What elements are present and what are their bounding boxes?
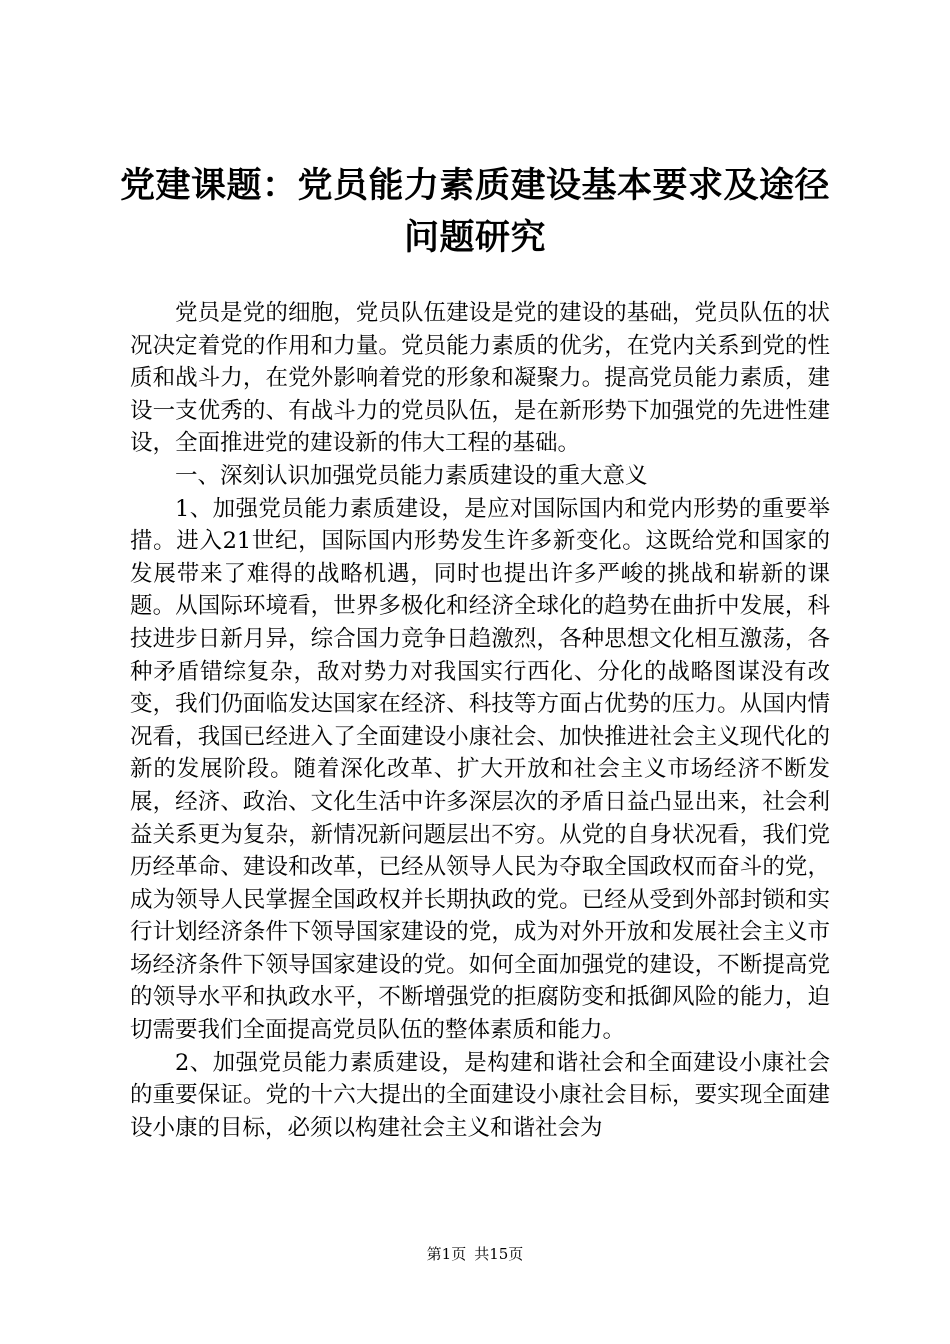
document-title [100,160,850,264]
page-number: 第1页 [426,1245,467,1263]
point-2-paragraph: 2、加强党员能力素质建设，是构建和谐社会和全面建设小康社会的重要保证。党的十六大提出的全面建设小康社会目标，要实现全面建设小康的目标，必须以构建社会主义和谐社会为 [130,1049,830,1141]
title-line-2: 问题研究 [403,218,546,258]
page-footer [0,1244,950,1264]
section-heading-1: 一、深刻认识加强党员能力素质建设的重大意义 [175,462,648,489]
intro-paragraph: 党员是党的细胞，党员队伍建设是党的建设的基础，党员队伍的状况决定着党的作用和力量。党员能力素质的优劣，在党内关系到党的性质和战斗力，在党外影响着党的形象和凝聚力。提高党员能力素质，建设一支优秀的、有战斗力的党员队伍，是在新形势下加强党的先进性建设，全面推进党的建设新的伟大工程的基础。 [130,300,830,457]
point-1-paragraph: 1、加强党员能力素质建设，是应对国际国内和党内形势的重要举措。进入21世纪，国际国内形势发生许多新变化。这既给党和国家的发展带来了难得的战略机遇，同时也提出许多严峻的挑战和崭新的课题。从国际环境看，世界多极化和经济全球化的趋势在曲折中发展，科技进步日新月异，综合国力竞争日趋激烈，各种思想文化相互激荡，各种矛盾错综复杂，敌对势力对我国实行西化、分化的战略图谋没有改变，我们仍面临发达国家在经济、科技等方面占优势的压力。从国内情况看，我国已经进入了全面建设小康社会、加快推进社会主义现代化的新的发展阶段。随着深化改革、扩大开放和社会主义市场经济不断发展，经济、政治、文化生活中许多深层次的矛盾日益凸显出来，社会利益关系更为复杂，新情况新问题层出不穷。从党的自身状况看，我们党历经革命、建设和改革，已经从领导人民为夺取全国政权而奋斗的党，成为领导人民掌握全国政权并长期执政的党。已经从受到外部封锁和实行计划经济条件下领导国家建设的党，成为对外开放和发展社会主义市场经济条件下领导国家建设的党。如何全面加强党的建设，不断提高党的领导水平和执政水平，不断增强党的拒腐防变和抵御风险的能力，迫切需要我们全面提高党员队伍的整体素质和能力。 [130,495,830,1044]
document-body [130,297,830,1144]
title-line-1: 党建课题：党员能力素质建设基本要求及途径 [119,166,830,206]
page-total: 共15页 [474,1245,524,1263]
